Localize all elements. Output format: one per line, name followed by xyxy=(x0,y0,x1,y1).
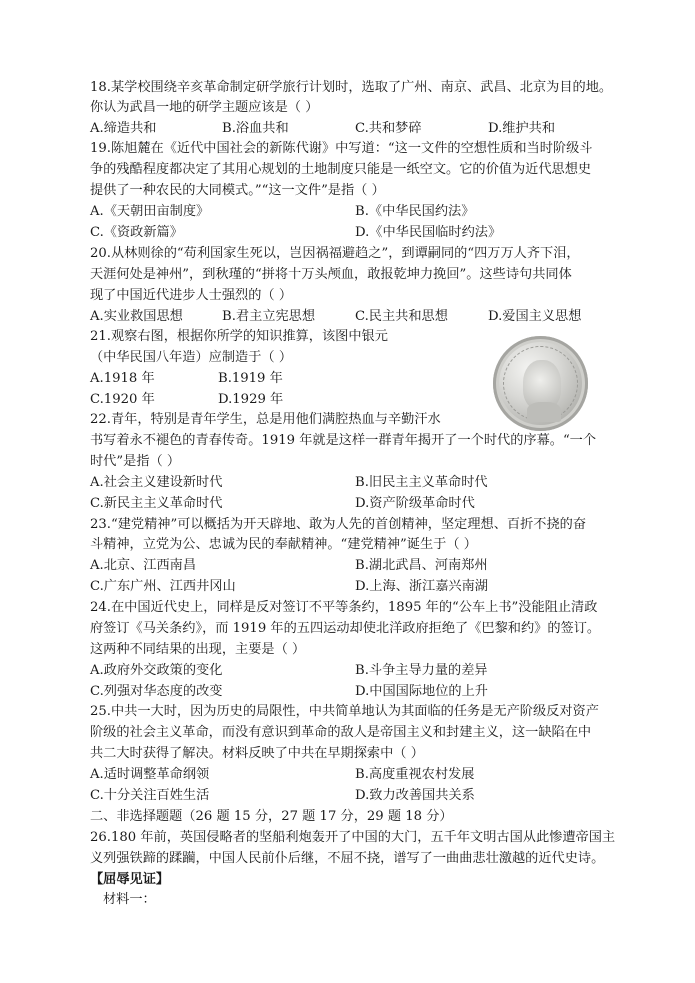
q21-stem-line2: （中华民国八年造）应制造于（ ） xyxy=(90,350,293,365)
q23-option-c: C.广东广州、江西井冈山 xyxy=(90,579,236,594)
q18-option-c: C.共和梦碎 xyxy=(355,121,422,136)
q19-stem-line2: 争的残酷程度都决定了其用心规划的土地制度只能是一纸空文。它的价值为近代思想史 xyxy=(90,162,592,177)
q23-option-a: A.北京、江西南昌 xyxy=(90,558,197,573)
q18-option-b: B.浴血共和 xyxy=(222,121,289,136)
q25-option-a: A.适时调整革命纲领 xyxy=(90,767,210,782)
q24-stem-line2: 府签订《马关条约》，而 1919 年的五四运动却使北洋政府拒绝了《巴黎和约》的签订。 xyxy=(90,621,601,636)
q21-stem-line1: 21.观察右图，根据你所学的知识推算，该图中银元 xyxy=(90,329,388,344)
q26-stem-line2: 义列强铁蹄的蹂躏，中国人民前仆后继，不屈不挠，谱写了一曲曲悲壮激越的近代史诗。 xyxy=(90,851,605,866)
q20-stem-line1: 20.从林则徐的“苟利国家生死以，岂因祸福避趋之”，到谭嗣同的“四万万人齐下泪， xyxy=(90,246,580,261)
q23-stem-line1: 23.“建党精神”可以概括为开天辟地、敢为人先的首创精神，坚定理想、百折不挠的奋 xyxy=(90,517,587,532)
q24-option-b: B.斗争主导力量的差异 xyxy=(355,663,488,678)
q20-option-c: C.民主共和思想 xyxy=(355,309,448,324)
q22-stem-line1: 22.青年，特别是青年学生，总是用他们满腔热血与辛勤汗水 xyxy=(90,412,441,427)
q25-stem-line3: 共二大时获得了解决。材料反映了中共在早期探索中（ ） xyxy=(90,746,424,761)
q25-stem-line2: 阶级的社会主义革命，而没有意识到革命的敌人是帝国主义和封建主义，这一缺陷在中 xyxy=(90,725,592,740)
q25-option-d: D.致力改善国共关系 xyxy=(355,788,475,803)
q22-option-a: A.社会主义建设新时代 xyxy=(90,475,223,490)
silver-dollar-coin-image xyxy=(493,336,588,431)
q20-stem-line3: 现了中国近代进步人士强烈的（ ） xyxy=(90,288,293,303)
q24-option-d: D.中国国际地位的上升 xyxy=(355,684,488,699)
q23-stem-line2: 斗精神，立党为公、忠诚为民的奉献精神。“建党精神”诞生于（ ） xyxy=(90,537,477,552)
q20-option-a: A.实业救国思想 xyxy=(90,309,183,324)
q19-stem-line3: 提供了一种农民的大同模式。”“这一文件”是指（ ） xyxy=(90,183,385,198)
q22-option-b: B.旧民主主义革命时代 xyxy=(355,475,488,490)
q22-option-d: D.资产阶级革命时代 xyxy=(355,496,475,511)
q19-stem-line1: 19.陈旭麓在《近代中国社会的新陈代谢》中写道：“这一文件的空想性质和当时阶级斗 xyxy=(90,141,593,156)
q18-option-a: A.缔造共和 xyxy=(90,121,157,136)
q24-stem-line3: 这两种不同结果的出现，主要是（ ） xyxy=(90,642,306,657)
q25-stem-line1: 25.中共一大时，因为历史的局限性，中共简单地认为其面临的任务是无产阶级反对资产 xyxy=(90,704,599,719)
q21-option-d: D.1929 年 xyxy=(218,392,284,407)
q21-option-c: C.1920 年 xyxy=(90,392,155,407)
q21-option-b: B.1919 年 xyxy=(218,371,283,386)
q20-option-b: B.君主立宪思想 xyxy=(222,309,316,324)
q20-option-d: D.爱国主义思想 xyxy=(488,309,582,324)
q22-option-c: C.新民主主义革命时代 xyxy=(90,496,223,511)
q23-option-b: B.湖北武昌、河南郑州 xyxy=(355,558,488,573)
q18-stem-line1: 18.某学校围绕辛亥革命制定研学旅行计划时，选取了广州、南京、武昌、北京为目的地。 xyxy=(90,80,613,95)
q22-stem-line2: 书写着永不褪色的青春传奇。1919 年就是这样一群青年揭开了一个时代的序幕。“一个 xyxy=(90,433,597,448)
q24-option-c: C.列强对华态度的改变 xyxy=(90,684,223,699)
q24-stem-line1: 24.在中国近代史上，同样是反对签订不平等条约，1895 年的“公车上书”没能阻止清政 xyxy=(90,600,598,615)
q19-option-d: D.《中华民国临时约法》 xyxy=(355,225,502,240)
section-heading-non-choice: 二、非选择题题（26 题 15 分，27 题 17 分，29 题 18 分） xyxy=(90,809,453,824)
q19-option-b: B.《中华民国约法》 xyxy=(355,204,475,219)
q26-subheading: 【屈辱见证】 xyxy=(90,872,170,887)
q19-option-a: A.《天朝田亩制度》 xyxy=(90,204,210,219)
q26-material-label: 材料一： xyxy=(103,892,156,907)
q25-option-c: C.十分关注百姓生活 xyxy=(90,788,210,803)
q21-option-a: A.1918 年 xyxy=(90,371,155,386)
q25-option-b: B.高度重视农村发展 xyxy=(355,767,475,782)
q23-option-d: D.上海、浙江嘉兴南湖 xyxy=(355,579,488,594)
q18-option-d: D.维护共和 xyxy=(488,121,556,136)
q24-option-a: A.政府外交政策的变化 xyxy=(90,663,223,678)
q20-stem-line2: 天涯何处是神州”，到秋瑾的“拼将十万头颅血，敢报乾坤力挽回”。这些诗句共同体 xyxy=(90,267,572,282)
coin-portrait-shoulders xyxy=(527,402,561,422)
q26-stem-line1: 26.180 年前，英国侵略者的坚船利炮轰开了中国的大门，五千年文明古国从此惨遭帝国主 xyxy=(90,830,616,845)
q22-stem-line3: 时代”是指（ ） xyxy=(90,454,181,469)
q18-stem-line2: 你认为武昌一地的研学主题应该是（ ） xyxy=(90,100,319,115)
q19-option-c: C.《资政新篇》 xyxy=(90,225,183,240)
